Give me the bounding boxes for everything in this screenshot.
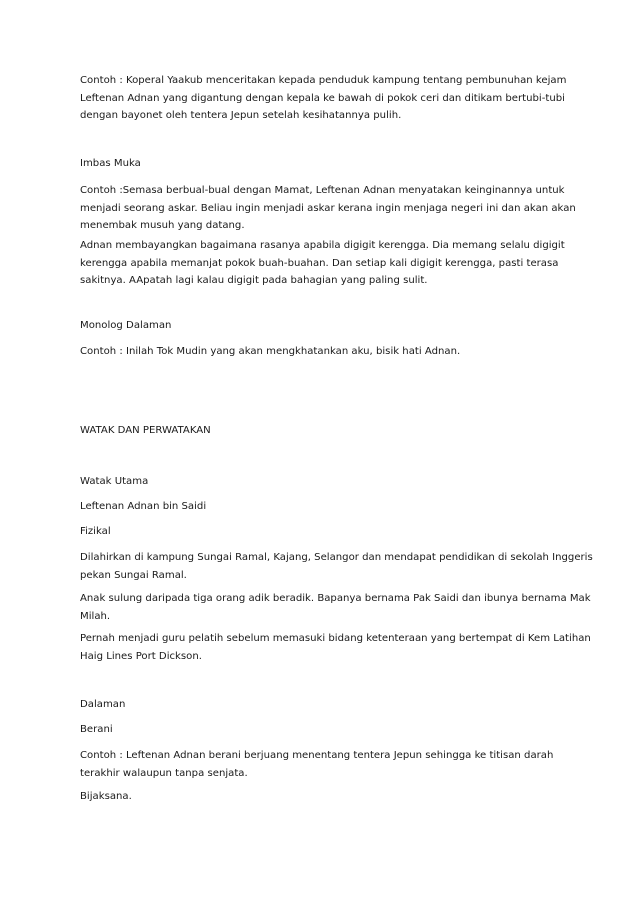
text-line: Adnan membayangkan bagaimana rasanya apabila digigit kerengga. Dia memang selalu digigit [80,240,565,251]
text-line: Leftenan Adnan yang digantung dengan kepala ke bawah di pokok ceri dan ditikam bertubi-tubi [80,92,565,104]
heading-dalaman [80,697,566,713]
heading-watak-dan-perwatakan [80,423,566,439]
text-line: menembak musuh yang datang. [80,220,245,231]
heading-berani [80,722,566,738]
heading-text: Fizikal [80,526,111,537]
heading-text: Berani [80,724,113,735]
heading-monolog-dalaman [80,318,566,334]
heading-bijaksana [80,789,566,805]
paragraph-contoh-koperal [80,72,566,125]
heading-watak-utama [80,474,566,490]
character-name [80,499,566,515]
heading-text: Monolog Dalaman [80,320,172,331]
paragraph-contoh-semasa [80,182,576,235]
text-line: Pernah menjadi guru pelatih sebelum memasuki bidang ketenteraan yang bertempat di Kem Latihan [80,633,591,644]
text-line: Anak sulung daripada tiga orang adik beradik. Bapanya bernama Pak Saidi dan ibunya bernama Mak [80,593,591,604]
heading-text: WATAK DAN PERWATAKAN [80,425,211,436]
text-line: Contoh : Leftenan Adnan berani berjuang menentang tentera Jepun sehingga ke titisan darah [80,750,554,761]
heading-text: Watak Utama [80,476,149,487]
text-line: Haig Lines Port Dickson. [80,650,202,662]
text-line: terakhir walaupun tanpa senjata. [80,767,248,779]
heading-text: Dalaman [80,699,126,710]
text-line: kerengga apabila memanjat pokok buah-buahan. Dan setiap kali digigit kerengga, pasti terasa [80,257,559,269]
text-line: pekan Sungai Ramal. [80,569,187,581]
paragraph-adnan-kerengga [80,237,566,290]
text-line: Contoh :Semasa berbual-bual dengan Mamat, Leftenan Adnan menyatakan keinginannya untuk [80,185,565,196]
paragraph-contoh-berani [80,747,566,782]
heading-fizikal [80,524,566,540]
heading-text: Bijaksana. [80,791,132,802]
text-line: Contoh : Koperal Yaakub menceritakan kepada penduduk kampung tentang pembunuhan kejam [80,75,567,86]
paragraph-pernah [80,630,591,665]
text-line: Milah. [80,610,111,622]
paragraph-contoh-inilah [80,344,566,360]
text-line: menjadi seorang askar. Beliau ingin menjadi askar kerana ingin menjaga negeri ini dan akan akan [80,202,576,214]
paragraph-anak-sulung [80,590,591,625]
text-line: sakitnya. AApatah lagi kalau digigit pada bahagian yang paling sulit. [80,275,428,286]
paragraph-dilahirkan [80,549,593,584]
text-line: dengan bayonet oleh tentera Jepun setelah kesihatannya pulih. [80,110,402,121]
text-line: Contoh : Inilah Tok Mudin yang akan mengkhatankan aku, bisik hati Adnan. [80,346,461,357]
heading-imbas-muka [80,156,566,172]
heading-text: Imbas Muka [80,158,141,169]
text-line: Leftenan Adnan bin Saidi [80,501,207,512]
text-line: Dilahirkan di kampung Sungai Ramal, Kajang, Selangor dan mendapat pendidikan di sekolah Inggeris [80,552,593,563]
